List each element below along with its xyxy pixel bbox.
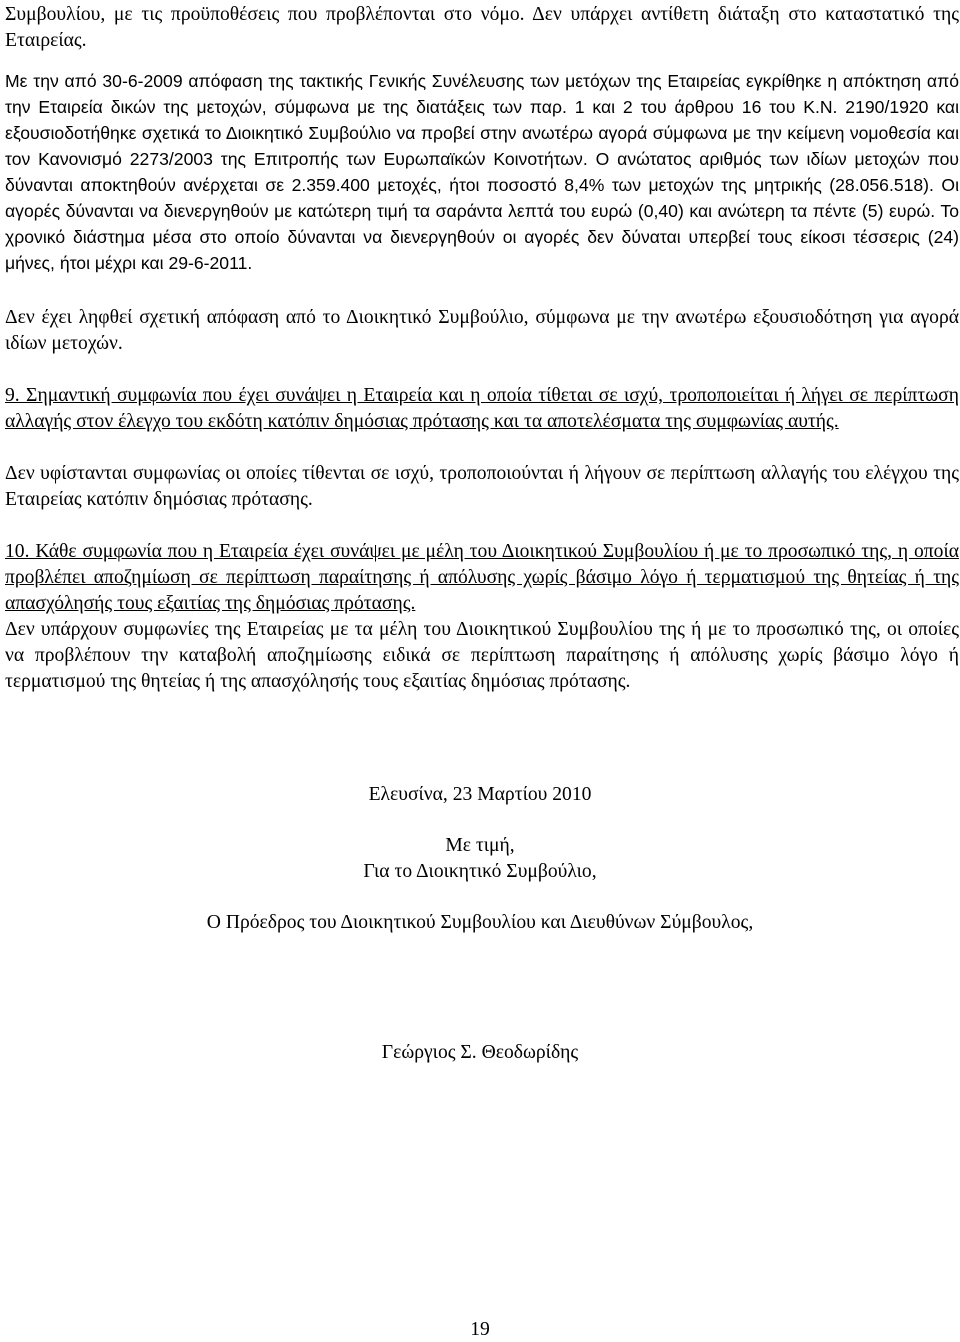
paragraph-own-shares-approval: Με την από 30-6-2009 απόφαση της τακτικής Γενικής Συνέλευσης των μετόχων της Εταιρείας εγκρίθηκε η απόκτηση από την Εταιρεία δικών της μετοχών, σύμφωνα με της διατάξεις των παρ. 1 και 2 του άρθρου 16 του Κ.Ν. 2190/1920 και εξουσιοδοτήθηκε σχετικά το Διοικητικό Συμβούλιο να προβεί στην ανωτέρω αγορά σύμφωνα με την κείμενη νομοθεσία και τον Κανονισμό 2273/2003 της Επιτροπής των Ευρωπαϊκών Κοινοτήτων. Ο ανώτατος αριθμός των ιδίων μετοχών που δύνανται αποκτηθούν ανέρχεται σε 2.359.400 μετοχές, ήτοι ποσοστό 8,4% των μετοχών της μητρικής (28.056.518). Οι αγορές δύνανται να διενεργηθούν με κατώτερη τιμή τα σαράντα λεπτά του ευρώ (0,40) και ανώτερη τα πέντε (5) ευρώ. Το χρονικό διάστημα μέσα στο οποίο δύνανται να διενεργηθούν οι αγορές δεν δύναται υπερβεί τους είκοσι τέσσερις (24) μήνες, ήτοι μέχρι και 29-6-2011. xyxy=(5,71,959,273)
paragraph-board-conditions: Συμβουλίου, με τις προϋποθέσεις που προβλέπονται στο νόμο. Δεν υπάρχει αντίθετη διάταξη στο καταστατικό της Εταιρείας. xyxy=(5,4,959,51)
section-10-heading: 10. Κάθε συμφωνία που η Εταιρεία έχει συνάψει με μέλη του Διοικητικού Συμβουλίου ή με το προσωπικό της, η οποία προβλέπει αποζημίωση σε περίπτωση παραίτησης ή απόλυσης χωρίς βάσιμο λόγο ή τερματισμού της θητείας ή της απασχόλησής τους εξαιτίας της δημόσιας πρότασης. xyxy=(5,541,959,614)
paragraph-no-decision: Δεν έχει ληφθεί σχετική απόφαση από το Διοικητικό Συμβούλιο, σύμφωνα με την ανωτέρω εξουσιοδότηση για αγορά ιδίων μετοχών. xyxy=(5,307,959,354)
section-9-heading: 9. Σημαντική συμφωνία που έχει συνάψει η Εταιρεία και η οποία τίθεται σε ισχύ, τροποποιείται ή λήγει σε περίπτωση αλλαγής στον έλεγχο του εκδότη κατόπιν δημόσιας πρότασης και τα αποτελέσματα της συμφωνίας αυτής. xyxy=(5,385,959,432)
closing-salutation: Με τιμή, xyxy=(445,835,515,856)
page-number: 19 xyxy=(470,1319,490,1340)
section-9-body: Δεν υφίστανται συμφωνίας οι οποίες τίθενται σε ισχύ, τροποποιούνται ή λήγουν σε περίπτωση αλλαγής του ελέγχου της Εταιρείας κατόπιν δημόσιας πρότασης. xyxy=(5,463,959,510)
on-behalf-of-board: Για το Διοικητικό Συμβούλιο, xyxy=(363,861,597,882)
signatory-role: Ο Πρόεδρος του Διοικητικού Συμβουλίου και Διευθύνων Σύμβουλος, xyxy=(206,912,754,933)
place-and-date: Ελευσίνα, 23 Μαρτίου 2010 xyxy=(368,784,592,805)
section-10-body: Δεν υπάρχουν συμφωνίες της Εταιρείας με τα μέλη του Διοικητικού Συμβουλίου της ή με το προσωπικό της, οι οποίες να προβλέπουν την καταβολή αποζημίωσης ειδικά σε περίπτωση παραίτησης ή απόλυσης χωρίς βάσιμο λόγο ή τερματισμού της θητείας ή της απασχόλησής τους εξαιτίας δημόσιας πρότασης. xyxy=(5,619,959,692)
signatory-name: Γεώργιος Σ. Θεοδωρίδης xyxy=(381,1042,579,1063)
